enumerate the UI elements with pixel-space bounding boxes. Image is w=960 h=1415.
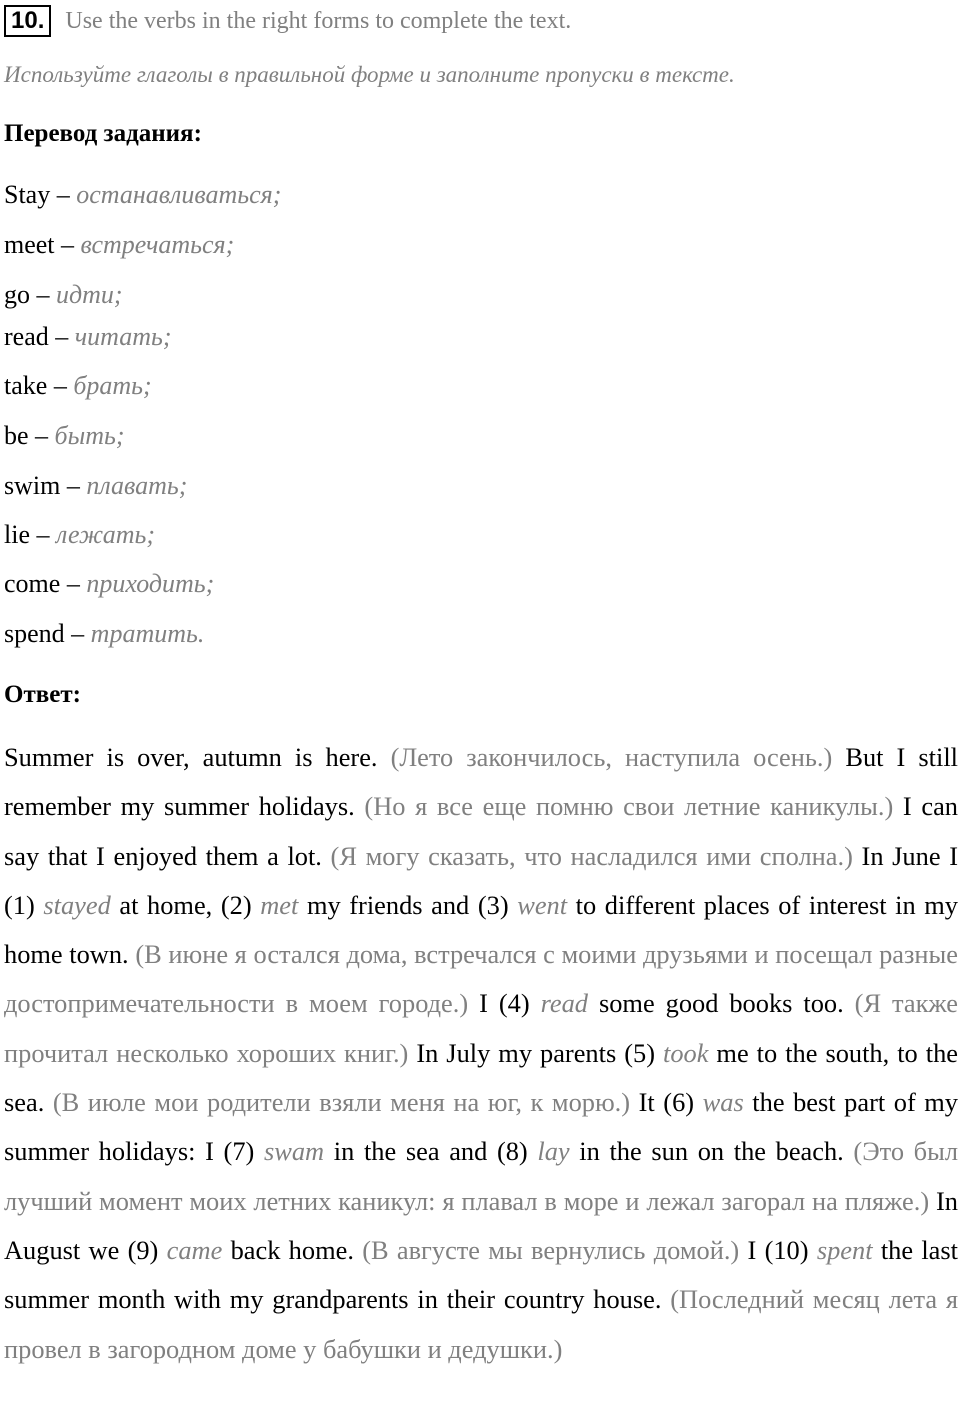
vocab-separator: – bbox=[60, 569, 87, 598]
vocab-translation: тратить. bbox=[90, 619, 205, 648]
answer-text-en: to different places of interest in my home town. bbox=[4, 889, 958, 970]
vocab-separator: – bbox=[30, 280, 56, 309]
answer-text-en: I (4) bbox=[468, 988, 541, 1019]
answer-verb: took bbox=[663, 1037, 709, 1068]
answer-translation-ru: (Я могу сказать, что насладился ими сполна.) bbox=[330, 840, 853, 871]
answer-translation-ru: (В июле мои родители взяли меня на юг, к морю.) bbox=[52, 1087, 631, 1118]
vocab-word: go bbox=[4, 280, 30, 309]
vocab-word: come bbox=[4, 569, 61, 598]
vocab-word: lie bbox=[4, 520, 30, 549]
vocab-word: meet bbox=[4, 230, 55, 259]
vocab-word: be bbox=[4, 421, 29, 450]
vocab-translation: идти; bbox=[56, 280, 123, 309]
answer-verb: swam bbox=[263, 1136, 325, 1167]
vocab-item bbox=[4, 520, 155, 550]
answer-text-en: in the sun on the beach. bbox=[569, 1136, 854, 1167]
answer-translation-ru: (Но я все еще помню свои летние каникулы.) bbox=[364, 791, 894, 822]
task-header bbox=[4, 4, 571, 38]
answer-translation-ru: (Я также прочитал несколько хороших книг.) bbox=[4, 988, 958, 1068]
answer-text-en: But I still remember my summer holidays. bbox=[4, 742, 958, 822]
vocab-word: Stay bbox=[4, 180, 51, 209]
vocab-item bbox=[4, 180, 281, 210]
task-number: 10. bbox=[4, 5, 51, 37]
vocab-translation: брать; bbox=[73, 371, 152, 400]
answer-text-en: the best part of my summer holidays: I (7) bbox=[4, 1087, 959, 1167]
vocab-translation: быть; bbox=[54, 421, 125, 450]
answer-text-en: In August we (9) bbox=[4, 1185, 958, 1265]
vocab-word: spend bbox=[4, 619, 65, 648]
answer-verb: read bbox=[540, 988, 588, 1019]
vocab-separator: – bbox=[47, 371, 74, 400]
answer-translation-ru: (В июне я остался дома, встречался с моими друзьями и посещал разные достопримечательности в моем городе.) bbox=[4, 939, 958, 1019]
answer-text-en: in the sea and (8) bbox=[324, 1136, 538, 1167]
vocab-translation: плавать; bbox=[86, 471, 188, 500]
vocab-separator: – bbox=[64, 619, 91, 648]
vocab-item bbox=[4, 280, 123, 310]
answer-translation-ru: (В августе мы вернулись домой.) bbox=[362, 1234, 740, 1265]
answer-verb: met bbox=[260, 889, 299, 920]
answer-text-en: It (6) bbox=[630, 1087, 703, 1118]
vocab-translation: встречаться; bbox=[80, 230, 235, 259]
vocab-item bbox=[4, 619, 204, 649]
vocab-item bbox=[4, 230, 234, 260]
answer-text-en: Summer is over, autumn is here. bbox=[4, 742, 391, 772]
answer-paragraph bbox=[4, 733, 958, 1374]
vocab-separator: – bbox=[28, 421, 55, 450]
answer-verb: lay bbox=[537, 1136, 570, 1167]
answer-text-en: me to the south, to the sea. bbox=[4, 1037, 958, 1118]
answer-translation-ru: (Это был лучший момент моих летних каникул: я плавал в море и лежал загорал на пляже.) bbox=[4, 1136, 958, 1216]
vocab-item bbox=[4, 322, 172, 352]
answer-translation-ru: (Лето закончилось, наступила осень.) bbox=[390, 742, 833, 772]
answer-verb: went bbox=[517, 889, 568, 920]
vocab-translation: лежать; bbox=[56, 520, 155, 549]
answer-verb: spent bbox=[816, 1234, 873, 1265]
answer-text-en: my friends and (3) bbox=[298, 889, 518, 920]
vocab-item bbox=[4, 421, 125, 451]
vocab-translation: читать; bbox=[74, 322, 172, 351]
vocab-word: read bbox=[4, 322, 49, 351]
vocab-separator: – bbox=[30, 520, 56, 549]
answer-verb: came bbox=[166, 1234, 223, 1265]
vocab-translation: останавливаться; bbox=[76, 180, 282, 209]
vocab-separator: – bbox=[50, 180, 77, 209]
task-instruction-ru: Используйте глаголы в правильной форме и заполните пропуски в тексте. bbox=[4, 62, 735, 87]
answer-translation-ru: (Последний месяц лета я провел в загородном доме у бабушки и дедушки.) bbox=[4, 1284, 958, 1364]
answer-text-en: at home, (2) bbox=[110, 889, 261, 920]
answer-text-en: back home. bbox=[222, 1234, 363, 1265]
answer-text-en: some good books too. bbox=[588, 988, 855, 1019]
answer-text-en: In July my parents (5) bbox=[408, 1037, 663, 1068]
vocab-item bbox=[4, 471, 187, 501]
vocab-translation: приходить; bbox=[86, 569, 215, 598]
answer-verb: was bbox=[702, 1087, 744, 1118]
vocab-separator: – bbox=[48, 322, 75, 351]
answer-text-en: I (10) bbox=[739, 1234, 817, 1265]
answer-text-en: the last summer month with my grandparents in their country house. bbox=[4, 1234, 958, 1315]
vocab-word: take bbox=[4, 371, 48, 400]
answer-verb: stayed bbox=[43, 889, 111, 920]
answer-text-en: In June I (1) bbox=[4, 840, 958, 920]
vocab-separator: – bbox=[54, 230, 81, 259]
answer-text-en: I can say that I enjoyed them a lot. bbox=[4, 791, 958, 871]
task-instruction-en: Use the verbs in the right forms to complete the text. bbox=[65, 7, 572, 34]
answer-heading: Ответ: bbox=[4, 681, 81, 708]
vocab-item bbox=[4, 371, 152, 401]
vocab-item bbox=[4, 569, 214, 599]
vocab-separator: – bbox=[60, 471, 87, 500]
vocab-word: swim bbox=[4, 471, 61, 500]
translation-heading: Перевод задания: bbox=[4, 120, 202, 147]
